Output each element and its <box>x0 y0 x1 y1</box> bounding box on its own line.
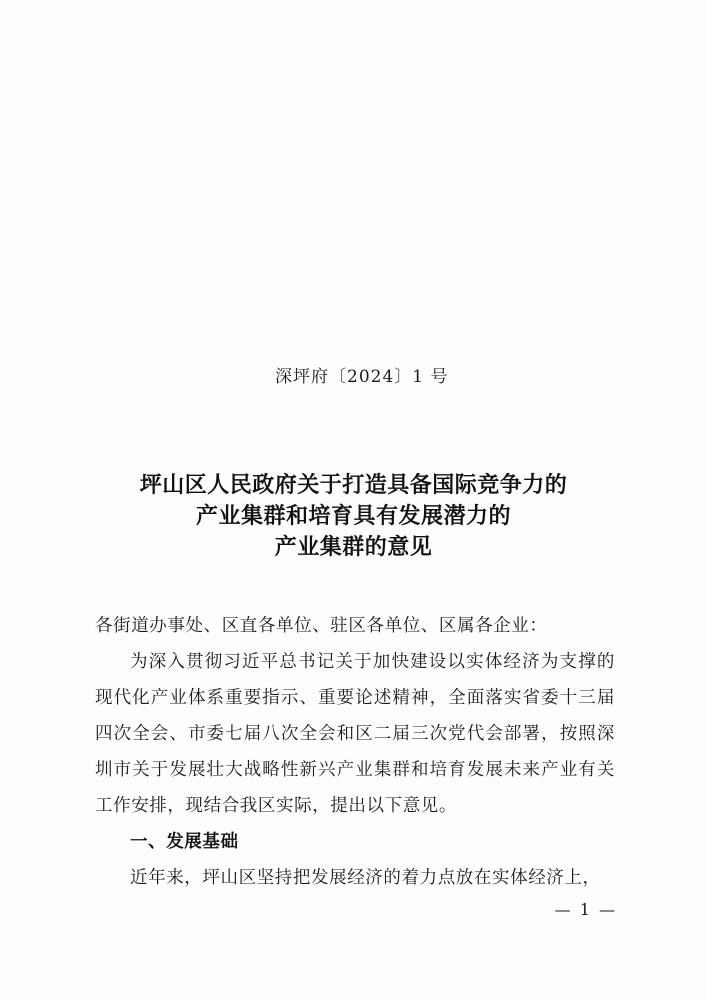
title-line-2: 产业集群和培育具有发展潜力的 <box>195 503 511 529</box>
salutation: 各街道办事处、区直各单位、驻区各单位、区属各企业： <box>95 616 548 636</box>
title-line-1: 坪山区人民政府关于打造具备国际竞争力的 <box>139 472 568 498</box>
document-title <box>0 470 707 563</box>
page-number: — 1 — <box>554 900 617 919</box>
document-number: 深坪府〔2024〕1 号 <box>275 367 449 387</box>
section-heading-1: 一、发展基础 <box>130 832 239 852</box>
document-body <box>95 608 615 896</box>
title-line-3: 产业集群的意见 <box>274 534 433 560</box>
body-paragraph-1: 为深入贯彻习近平总书记关于加快建设以实体经济为支撑的现代化产业体系重要指示、重要论述精神，全面落实省委十三届四次全会、市委七届八次全会和区二届三次党代会部署，按照深圳市关于发展壮大战略性新兴产业集群和培育发展未来产业有关工作安排，现结合我区实际，提出以下意见。 <box>95 652 615 816</box>
section-paragraph-1: 近年来，坪山区坚持把发展经济的着力点放在实体经济上， <box>130 868 601 888</box>
